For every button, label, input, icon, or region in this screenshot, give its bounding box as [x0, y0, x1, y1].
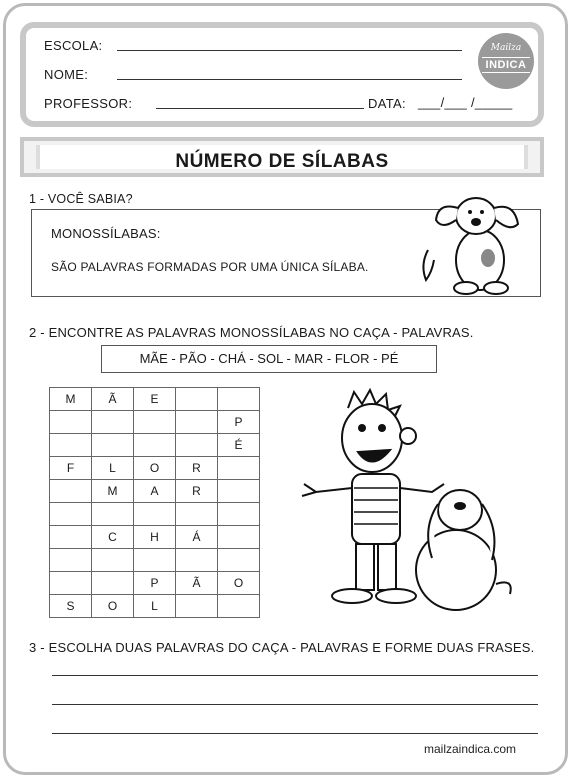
grid-cell[interactable]: [92, 434, 134, 457]
grid-cell[interactable]: H: [134, 526, 176, 549]
section1-heading: 1 - VOCÊ SABIA?: [29, 192, 133, 206]
grid-cell[interactable]: [218, 503, 260, 526]
info-term: MONOSSÍLABAS:: [51, 226, 161, 241]
professor-label: PROFESSOR:: [44, 96, 133, 111]
grid-cell[interactable]: S: [50, 595, 92, 618]
grid-cell[interactable]: [134, 434, 176, 457]
section2-heading: 2 - ENCONTRE AS PALAVRAS MONOSSÍLABAS NO CAÇA - PALAVRAS.: [29, 325, 474, 340]
logo-bottom-text: INDICA: [482, 57, 530, 73]
grid-cell[interactable]: L: [92, 457, 134, 480]
boy-leg-right: [378, 544, 396, 590]
nome-label: NOME:: [44, 67, 89, 82]
grid-cell[interactable]: [218, 595, 260, 618]
grid-cell[interactable]: [176, 503, 218, 526]
dog-spot: [481, 249, 495, 267]
boy-shoe-right: [376, 589, 416, 603]
dog-eye-left: [468, 210, 472, 214]
grid-cell[interactable]: [50, 526, 92, 549]
grid-cell[interactable]: [218, 549, 260, 572]
grid-cell[interactable]: O: [134, 457, 176, 480]
grid-cell[interactable]: [92, 411, 134, 434]
grid-cell[interactable]: M: [92, 480, 134, 503]
grid-cell[interactable]: [134, 411, 176, 434]
grid-cell[interactable]: [218, 526, 260, 549]
grid-cell[interactable]: M: [50, 388, 92, 411]
dog-ear-right: [494, 207, 518, 227]
title-inner: [36, 145, 528, 172]
grid-cell[interactable]: [176, 388, 218, 411]
dog2-tail: [496, 582, 511, 594]
grid-cell[interactable]: P: [218, 411, 260, 434]
dog-eye-right: [480, 210, 484, 214]
grid-cell[interactable]: [176, 595, 218, 618]
dog-paw-right: [484, 282, 508, 294]
grid-row: [50, 480, 260, 503]
grid-cell[interactable]: [176, 434, 218, 457]
dog-ear-left: [436, 207, 458, 226]
word-list: MÃE - PÃO - CHÁ - SOL - MAR - FLOR - PÉ: [101, 345, 437, 373]
boy-arm-left: [302, 484, 352, 496]
grid-cell[interactable]: [218, 457, 260, 480]
grid-cell[interactable]: [218, 480, 260, 503]
grid-cell[interactable]: [50, 411, 92, 434]
escola-field[interactable]: [117, 50, 462, 51]
grid-row: [50, 572, 260, 595]
grid-cell[interactable]: Á: [176, 526, 218, 549]
grid-cell[interactable]: L: [134, 595, 176, 618]
boy-ear: [400, 428, 416, 444]
dog-paw-left: [454, 282, 478, 294]
page-title: NÚMERO DE SÍLABAS: [175, 151, 389, 172]
grid-cell[interactable]: O: [218, 572, 260, 595]
grid-cell[interactable]: Ã: [176, 572, 218, 595]
grid-cell[interactable]: [218, 388, 260, 411]
dog-head: [456, 198, 496, 234]
grid-cell[interactable]: [176, 549, 218, 572]
grid-cell[interactable]: [50, 434, 92, 457]
answer-line-1[interactable]: [52, 675, 538, 676]
boy-dog-illustration: [296, 388, 522, 620]
dog-illustration: [418, 190, 528, 300]
grid-cell[interactable]: R: [176, 457, 218, 480]
grid-cell[interactable]: [134, 503, 176, 526]
grid-cell[interactable]: O: [92, 595, 134, 618]
answer-line-2[interactable]: [52, 704, 538, 705]
dog2-nose: [454, 502, 466, 510]
grid-row: [50, 549, 260, 572]
grid-cell[interactable]: A: [134, 480, 176, 503]
grid-cell[interactable]: [50, 480, 92, 503]
nome-field[interactable]: [117, 79, 462, 80]
grid-cell[interactable]: [50, 503, 92, 526]
grid-cell[interactable]: P: [134, 572, 176, 595]
logo-top-text: Mailza: [490, 43, 522, 53]
grid-row: [50, 526, 260, 549]
dog-tail: [423, 250, 434, 280]
grid-cell[interactable]: Ã: [92, 388, 134, 411]
grid-row: [50, 388, 260, 411]
grid-row: [50, 595, 260, 618]
dog-nose: [471, 218, 481, 226]
boy-eye-left: [358, 424, 366, 432]
grid-cell[interactable]: [92, 572, 134, 595]
section3-heading: 3 - ESCOLHA DUAS PALAVRAS DO CAÇA - PALAVRAS E FORME DUAS FRASES.: [29, 640, 535, 655]
data-field[interactable]: ___/___ /_____: [418, 95, 513, 110]
boy-leg-left: [356, 544, 374, 590]
grid-cell[interactable]: [50, 572, 92, 595]
boy-eye-right: [378, 424, 386, 432]
boy-shirt: [352, 474, 400, 544]
grid-row: [50, 411, 260, 434]
grid-cell[interactable]: É: [218, 434, 260, 457]
grid-cell[interactable]: C: [92, 526, 134, 549]
grid-cell[interactable]: [134, 549, 176, 572]
grid-cell[interactable]: F: [50, 457, 92, 480]
dog-body: [456, 230, 504, 290]
grid-cell[interactable]: [176, 411, 218, 434]
professor-field[interactable]: [156, 108, 364, 109]
grid-cell[interactable]: E: [134, 388, 176, 411]
footer-url: mailzaindica.com: [424, 742, 517, 756]
boy-arm-right: [400, 484, 444, 492]
grid-row: [50, 434, 260, 457]
title-bar: [20, 137, 544, 177]
grid-cell[interactable]: [92, 549, 134, 572]
data-label: DATA:: [368, 96, 406, 111]
escola-label: ESCOLA:: [44, 38, 103, 53]
grid-cell[interactable]: [92, 503, 134, 526]
grid-row: [50, 503, 260, 526]
word-search-grid: [49, 387, 260, 618]
answer-line-3[interactable]: [52, 733, 538, 734]
grid-row: [50, 457, 260, 480]
grid-cell[interactable]: R: [176, 480, 218, 503]
brand-logo: [478, 33, 534, 89]
info-definition: SÃO PALAVRAS FORMADAS POR UMA ÚNICA SÍLABA.: [51, 260, 369, 274]
boy-shoe-left: [332, 589, 372, 603]
grid-cell[interactable]: [50, 549, 92, 572]
